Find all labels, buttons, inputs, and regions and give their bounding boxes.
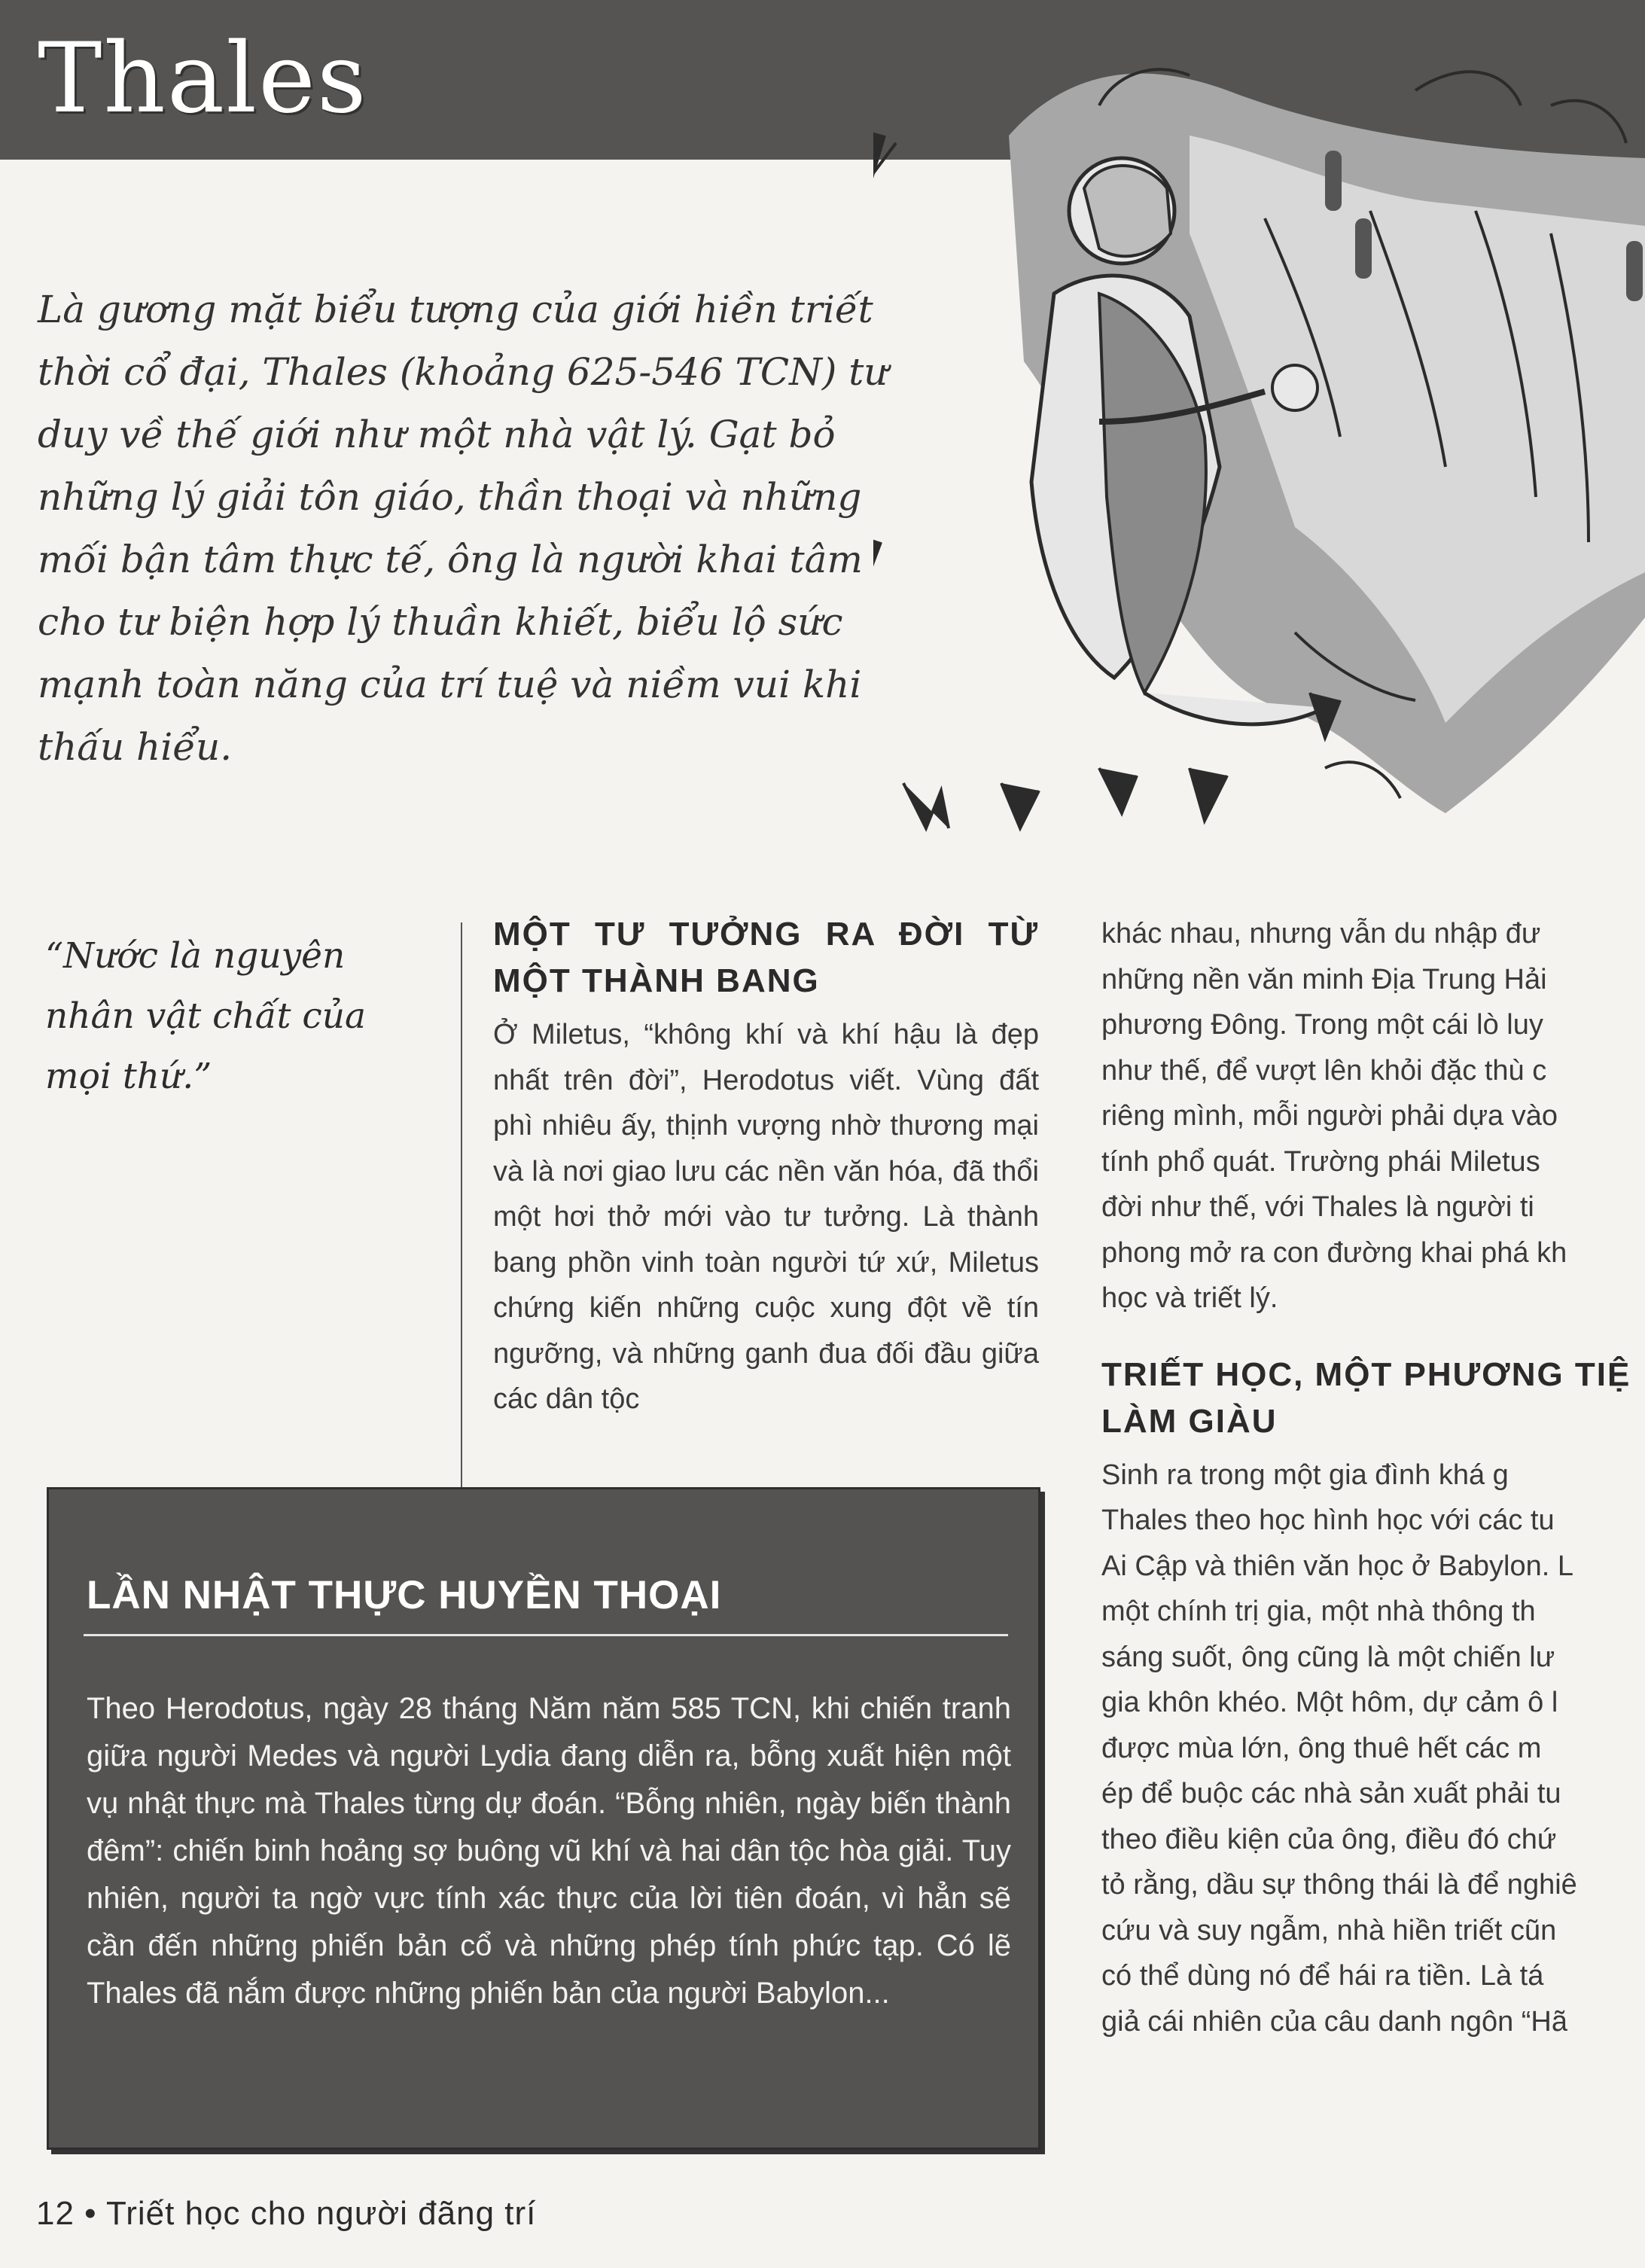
column-divider (461, 922, 462, 1491)
text-line: khác nhau, nhưng vẫn du nhập đư (1101, 918, 1541, 950)
section-heading: MỘT TƯ TƯỞNG RA ĐỜI TỪ MỘT THÀNH BANG (493, 916, 1039, 999)
text-line: theo điều kiện của ông, điều đó chứ (1101, 1823, 1557, 1855)
column-two (493, 911, 1039, 1422)
section-heading: TRIẾT HỌC, MỘT PHƯƠNG TIỆ LÀM GIÀU (1101, 1355, 1631, 1440)
text-line: phương Đông. Trong một cái lò luy (1101, 1009, 1543, 1041)
box-body: Theo Herodotus, ngày 28 tháng Năm năm 585 TCN, khi chiến tranh giữa người Medes và người Lydia đang diễn ra, bỗng xuất hiện một vụ nhật thực mà Thales từng dự đoán. “Bỗng nhiên, ngày biến thành đêm”: chiến binh hoảng sợ buông vũ khí và hai dân tộc hòa giải. Tuy nhiên, người ta ngờ vực tính xác thực của lời tiên đoán, vì hẳn sẽ cần đến những phiến bản cổ và những phép tính phức tạp. Có lẽ Thales đã nắm được những phiến bản của người Babylon... (87, 1692, 1011, 2010)
page-title: Thales (38, 23, 368, 135)
page-footer: 12 • Triết học cho người đãng trí (36, 2195, 537, 2232)
text-line: một chính trị gia, một nhà thông th (1101, 1596, 1536, 1627)
text-line: riêng mình, mỗi người phải dựa vào (1101, 1100, 1558, 1132)
pull-quote: “Nước là nguyên nhân vật chất của mọi thứ.” (45, 935, 367, 1097)
text-line: tính phổ quát. Trường phái Miletus (1101, 1145, 1540, 1178)
sidebar-box (47, 1487, 1040, 2150)
text-line: Sinh ra trong một gia đình khá g (1101, 1459, 1509, 1491)
text-line: ép để buộc các nhà sản xuất phải tu (1101, 1778, 1561, 1809)
box-divider (84, 1634, 1008, 1636)
text-line: như thế, để vượt lên khỏi đặc thù c (1101, 1054, 1547, 1087)
text-line: gia khôn khéo. Một hôm, dự cảm ô l (1101, 1687, 1558, 1718)
text-line: phong mở ra con đường khai phá kh (1101, 1236, 1567, 1269)
text-line: giả cái nhiên của câu danh ngôn “Hã (1101, 2005, 1568, 2038)
thales-illustration (873, 45, 1645, 873)
section-body (1101, 1453, 1645, 2045)
text-line: những nền văn minh Địa Trung Hải (1101, 963, 1547, 995)
box-title: LẦN NHẬT THỰC HUYỀN THOẠI (87, 1573, 722, 1617)
text-line: đời như thế, với Thales là người ti (1101, 1191, 1534, 1223)
text-line: được mùa lớn, ông thuê hết các m (1101, 1732, 1542, 1764)
section-body-continued (1101, 911, 1645, 1321)
text-line: Thales theo học hình học với các tu (1101, 1504, 1555, 1536)
column-three (1101, 911, 1645, 2044)
text-line: tỏ rằng, dầu sự thông thái là để nghiê (1101, 1869, 1577, 1901)
text-line: cứu và suy ngẫm, nhà hiền triết cũn (1101, 1914, 1557, 1946)
text-line: có thể dùng nó để hái ra tiền. Là tá (1101, 1960, 1544, 1992)
section-body: Ở Miletus, “không khí và khí hậu là đẹp nhất trên đời”, Herodotus viết. Vùng đất phì nhiêu ấy, thịnh vượng nhờ thương mại và là nơi giao lưu các nền văn hóa, đã thổi một hơi thở mới vào tư tưởng. Là thành bang phồn vinh toàn người tứ xứ, Miletus chứng kiến những cuộc xung đột về tín ngưỡng, và những ganh đua đối đầu giữa các dân tộc (493, 1019, 1039, 1415)
text-line: học và triết lý. (1101, 1282, 1278, 1314)
intro-paragraph: Là gương mặt biểu tượng của giới hiền triết thời cổ đại, Thales (khoảng 625-546 TCN) tư duy về thế giới như một nhà vật lý. Gạt bỏ những lý giải tôn giáo, thần thoại và những mối bận tâm thực tế, ông là người khai tâm cho tư biện hợp lý thuần khiết, biểu lộ sức mạnh toàn năng của trí tuệ và niềm vui khi thấu hiểu. (38, 288, 888, 769)
text-line: Ai Cập và thiên văn học ở Babylon. L (1101, 1550, 1573, 1582)
text-line: sáng suốt, ông cũng là một chiến lư (1101, 1641, 1555, 1673)
